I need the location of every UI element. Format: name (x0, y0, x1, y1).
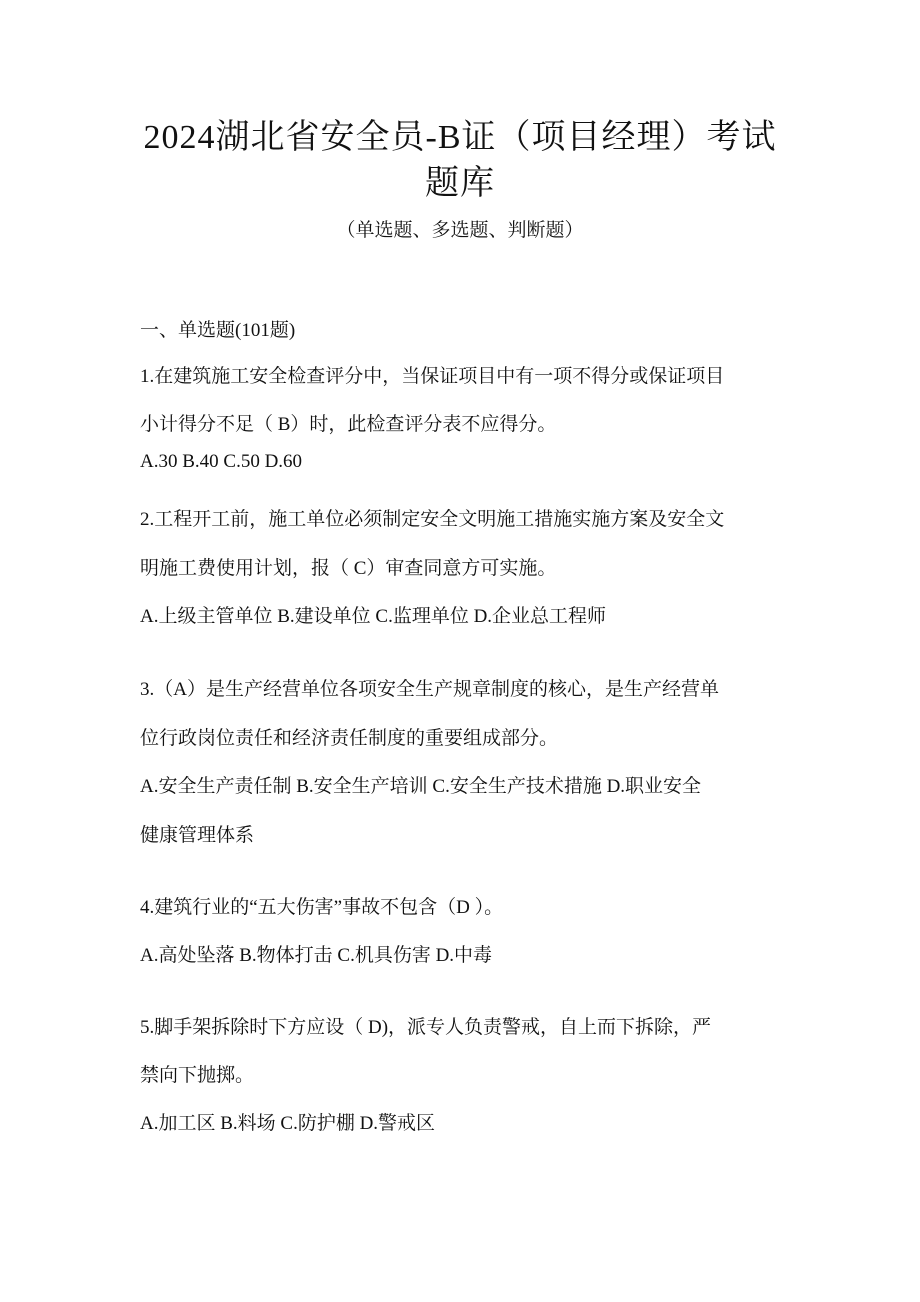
question-options: A.加工区 B.料场 C.防护棚 D.警戒区 (140, 1113, 436, 1134)
question-text-line: 禁向下抛掷。 (140, 1065, 255, 1086)
question-options: A.安全生产责任制 B.安全生产培训 C.安全生产技术措施 D.职业安全 (140, 776, 702, 797)
question-options: A.上级主管单位 B.建设单位 C.监理单位 D.企业总工程师 (140, 606, 607, 627)
question-text-line: 位行政岗位责任和经济责任制度的重要组成部分。 (140, 728, 559, 749)
question-text-line: 3.（A）是生产经营单位各项安全生产规章制度的核心，是生产经营单 (140, 679, 719, 700)
question-options: A.30 B.40 C.50 D.60 (140, 451, 303, 472)
question-options-continued: 健康管理体系 (140, 825, 255, 846)
document-title-line-2: 题库 (425, 165, 495, 202)
document-subtitle: （单选题、多选题、判断题） (336, 220, 584, 241)
question-text-line: 2.工程开工前，施工单位必须制定安全文明施工措施实施方案及安全文 (140, 509, 725, 530)
question-text-line: 5.脚手架拆除时下方应设（ D)，派专人负责警戒，自上而下拆除，严 (140, 1017, 712, 1038)
section-heading: 一、单选题(101题) (140, 320, 296, 341)
question-text-line: 4.建筑行业的“五大伤害”事故不包含（D ）。 (140, 897, 504, 918)
question-text-line: 小计得分不足（ B）时，此检查评分表不应得分。 (140, 414, 557, 435)
document-title-line-1: 2024湖北省安全员-B证（项目经理）考试 (143, 119, 777, 156)
question-options: A.高处坠落 B.物体打击 C.机具伤害 D.中毒 (140, 945, 493, 966)
question-text-line: 明施工费使用计划，报（ C）审查同意方可实施。 (140, 558, 557, 579)
question-text-line: 1.在建筑施工安全检查评分中，当保证项目中有一项不得分或保证项目 (140, 366, 725, 387)
